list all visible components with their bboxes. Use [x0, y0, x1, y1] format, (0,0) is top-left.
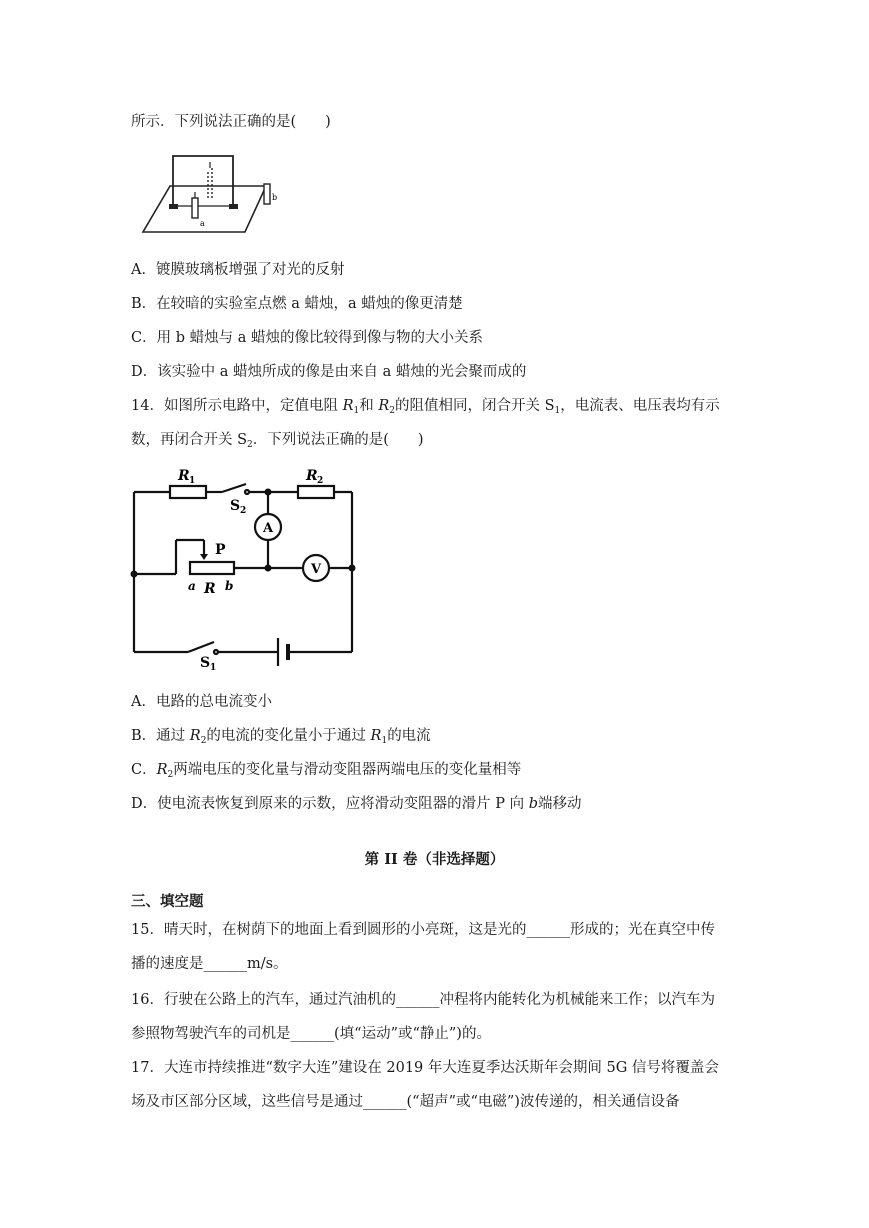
- q13-option-d: D．该实验中 a 蜡烛所成的像是由来自 a 蜡烛的光会聚而成的: [131, 364, 527, 380]
- q13-option-c: C．用 b 蜡烛与 a 蜡烛的像比较得到像与物的大小关系: [131, 330, 483, 346]
- q14-option-d: D．使电流表恢复到原来的示数，应将滑动变阻器的滑片 P 向 b端移动: [131, 796, 582, 812]
- voltmeter-label: V: [311, 562, 322, 577]
- r2-label: R: [306, 468, 318, 484]
- s1-label-sub: 1: [210, 663, 217, 673]
- slider-p-label: P: [215, 542, 226, 558]
- s1-label: S: [200, 655, 211, 671]
- r1-label-sub: 1: [189, 476, 196, 486]
- q17-line1: 17．大连市持续推进“数字大连”建设在 2019 年大连夏季达沃斯年会期间 5G 信号将覆盖会: [131, 1060, 719, 1076]
- r1-label: R: [178, 468, 190, 484]
- candle-a-label: a: [200, 219, 205, 228]
- circuit-diagram: [128, 462, 360, 673]
- section3-title: 三、填空题: [131, 893, 204, 910]
- q14-option-a: A．电路的总电流变小: [131, 694, 272, 710]
- r2-label-sub: 2: [317, 476, 324, 486]
- q17-line2: 场及市区部分区域，这些信号是通过______(“超声”或“电磁”)波传递的，相关通信设备: [131, 1094, 680, 1110]
- q13-stem-tail: 所示．下列说法正确的是( ): [131, 114, 331, 130]
- q14-stem-line2: 数，再闭合开关 $S_2$．下列说法正确的是( ): [131, 432, 424, 450]
- q15-line1: 15．晴天时，在树荫下的地面上看到圆形的小亮斑，这是光的______形成的；光在真空中传: [131, 922, 715, 938]
- candle-b-label: b: [272, 193, 278, 202]
- s2-label: S: [230, 498, 241, 514]
- part2-title: 第 II 卷（非选择题）: [364, 851, 505, 868]
- s2-label-sub: 2: [240, 506, 247, 516]
- mirror-experiment-figure: [140, 148, 290, 240]
- q13-option-b: B．在较暗的实验室点燃 a 蜡烛，a 蜡烛的像更清楚: [131, 296, 463, 312]
- rheostat-a-label: a: [188, 579, 196, 593]
- ammeter-label: A: [263, 521, 274, 536]
- q16-line1: 16．行驶在公路上的汽车，通过汽油机的______冲程将内能转化为机械能来工作；以汽车为: [131, 992, 715, 1008]
- rheostat-r-label: R: [204, 581, 216, 597]
- q16-line2: 参照物驾驶汽车的司机是______(填“运动”或“静止”)的。: [131, 1026, 491, 1042]
- q14-option-b: B．通过 $R_2$的电流的变化量小于通过 $R_1$的电流: [131, 728, 431, 746]
- q13-option-a: A．镀膜玻璃板增强了对光的反射: [131, 262, 345, 278]
- q14-option-c: C．$R_2$两端电压的变化量与滑动变阻器两端电压的变化量相等: [131, 762, 522, 780]
- q14-stem-line1: 14．如图所示电路中，定值电阻 $R_1$和 $R_2$的阻值相同，闭合开关 $S_1$，电流表、电压表均有示: [131, 398, 720, 416]
- q15-line2: 播的速度是______m/s。: [131, 956, 288, 972]
- rheostat-b-label: b: [225, 579, 234, 593]
